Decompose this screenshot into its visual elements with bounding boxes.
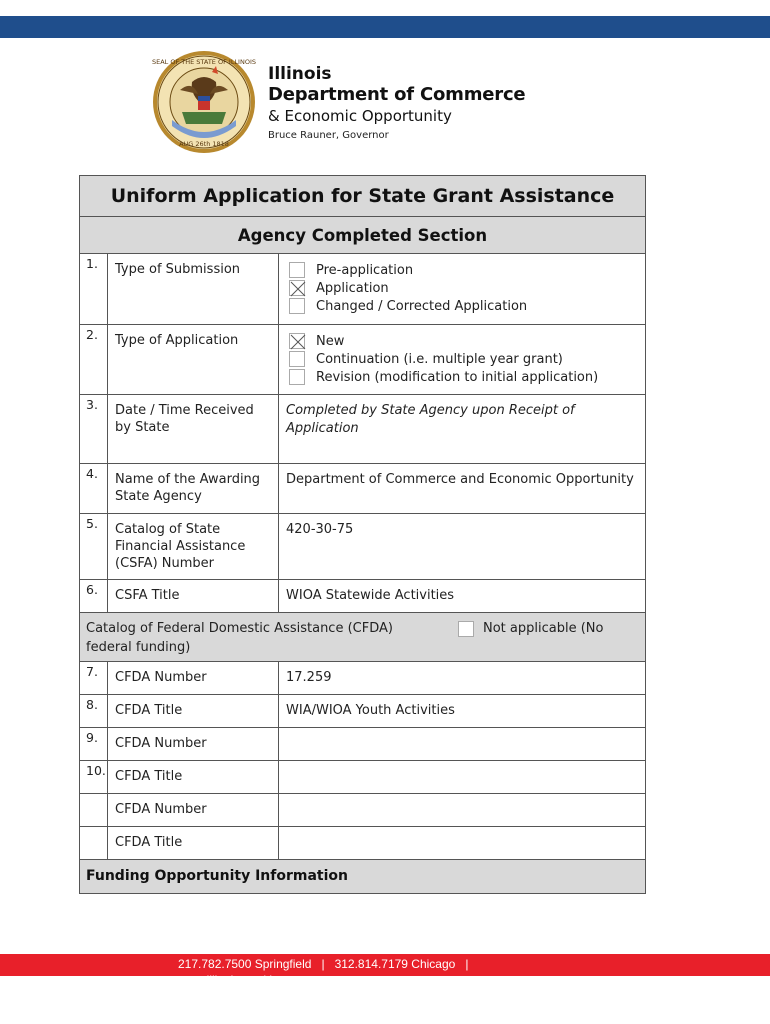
svg-text:SEAL OF THE STATE OF ILLINOIS: SEAL OF THE STATE OF ILLINOIS	[151, 58, 257, 66]
row-label: CFDA Title	[108, 695, 279, 728]
option-label: New	[316, 333, 345, 349]
table-row	[80, 464, 646, 514]
cfda-not-applicable-label: Not applicable (No	[483, 621, 604, 636]
submission-options	[279, 254, 646, 325]
illinois-state-seal-icon	[152, 50, 256, 154]
checkbox[interactable]	[289, 298, 305, 314]
grant-application-form	[79, 175, 646, 894]
row-value	[279, 794, 646, 827]
table-row	[80, 395, 646, 464]
row-number: 3.	[80, 395, 108, 464]
option-pre-application[interactable]	[289, 261, 639, 279]
option-label: Application	[316, 280, 389, 296]
option-new[interactable]	[289, 332, 639, 350]
row-value: WIOA Statewide Activities	[279, 580, 646, 613]
row-number: 7.	[80, 662, 108, 695]
row-value: WIA/WIOA Youth Activities	[279, 695, 646, 728]
row-number: 9.	[80, 728, 108, 761]
option-revision[interactable]	[289, 368, 639, 386]
row-label: CFDA Number	[108, 728, 279, 761]
checkbox[interactable]	[289, 262, 305, 278]
row-value	[279, 761, 646, 794]
row-value: 420-30-75	[279, 514, 646, 580]
table-row	[80, 325, 646, 395]
row-number	[80, 827, 108, 860]
table-row	[80, 514, 646, 580]
table-row	[80, 728, 646, 761]
x-mark-icon	[290, 281, 306, 297]
cfda-header-text-cont: federal funding)	[86, 640, 191, 655]
org-line1: Illinois	[268, 64, 332, 84]
row-label: Date / Time Received by State	[108, 395, 279, 464]
table-row	[80, 827, 646, 860]
checkbox[interactable]	[289, 351, 305, 367]
footer-contact: 217.782.7500 Springfield | 312.814.7179 Chicago |	[178, 957, 469, 971]
option-label: Changed / Corrected Application	[316, 298, 528, 314]
row-value: 17.259	[279, 662, 646, 695]
table-row	[80, 662, 646, 695]
row-number	[80, 794, 108, 827]
table-row	[80, 761, 646, 794]
checkbox-checked[interactable]	[289, 333, 305, 349]
cfda-header-text: Catalog of Federal Domestic Assistance (CFDA)	[86, 621, 393, 636]
footer-website[interactable]: www.illinois.gov/dceo	[178, 973, 292, 987]
row-number: 1.	[80, 254, 108, 325]
funding-opportunity-header: Funding Opportunity Information	[80, 860, 646, 894]
row-label: CFDA Number	[108, 794, 279, 827]
option-continuation[interactable]	[289, 350, 639, 368]
org-name	[268, 64, 525, 144]
row-label: Name of the Awarding State Agency	[108, 464, 279, 514]
cfda-section-header	[80, 613, 646, 662]
row-number: 6.	[80, 580, 108, 613]
checkbox-checked[interactable]	[289, 280, 305, 296]
row-number: 10.	[80, 761, 108, 794]
row-label: CSFA Title	[108, 580, 279, 613]
governor-line: Bruce Rauner, Governor	[268, 130, 389, 141]
x-mark-icon	[290, 334, 306, 350]
row-number: 8.	[80, 695, 108, 728]
row-label: CFDA Title	[108, 761, 279, 794]
row-number: 2.	[80, 325, 108, 395]
footer-bar	[0, 954, 770, 987]
row-number: 5.	[80, 514, 108, 580]
row-number: 4.	[80, 464, 108, 514]
option-label: Revision (modification to initial application)	[316, 369, 599, 385]
row-value	[279, 827, 646, 860]
header-bar	[0, 16, 770, 38]
row-label: Type of Submission	[108, 254, 279, 325]
row-label: Catalog of State Financial Assistance (CSFA) Number	[108, 514, 279, 580]
row-value	[279, 728, 646, 761]
row-value: Completed by State Agency upon Receipt of Application	[279, 395, 646, 464]
table-row	[80, 254, 646, 325]
option-changed-corrected[interactable]	[289, 297, 639, 315]
table-row	[80, 580, 646, 613]
option-label: Pre-application	[316, 262, 414, 278]
svg-text:AUG 26th 1818: AUG 26th 1818	[179, 140, 229, 148]
org-line2: Department of Commerce	[268, 84, 526, 105]
application-options	[279, 325, 646, 395]
row-value: Department of Commerce and Economic Opportunity	[279, 464, 646, 514]
option-application[interactable]	[289, 279, 639, 297]
section-header: Agency Completed Section	[80, 217, 646, 254]
cfda-not-applicable-option[interactable]	[458, 619, 603, 638]
option-label: Continuation (i.e. multiple year grant)	[316, 351, 563, 367]
form-title: Uniform Application for State Grant Assistance	[80, 176, 646, 217]
row-label: CFDA Title	[108, 827, 279, 860]
checkbox[interactable]	[289, 369, 305, 385]
table-row	[80, 794, 646, 827]
row-label: Type of Application	[108, 325, 279, 395]
org-line3: & Economic Opportunity	[268, 107, 452, 125]
table-row	[80, 695, 646, 728]
checkbox[interactable]	[458, 621, 474, 637]
row-label: CFDA Number	[108, 662, 279, 695]
